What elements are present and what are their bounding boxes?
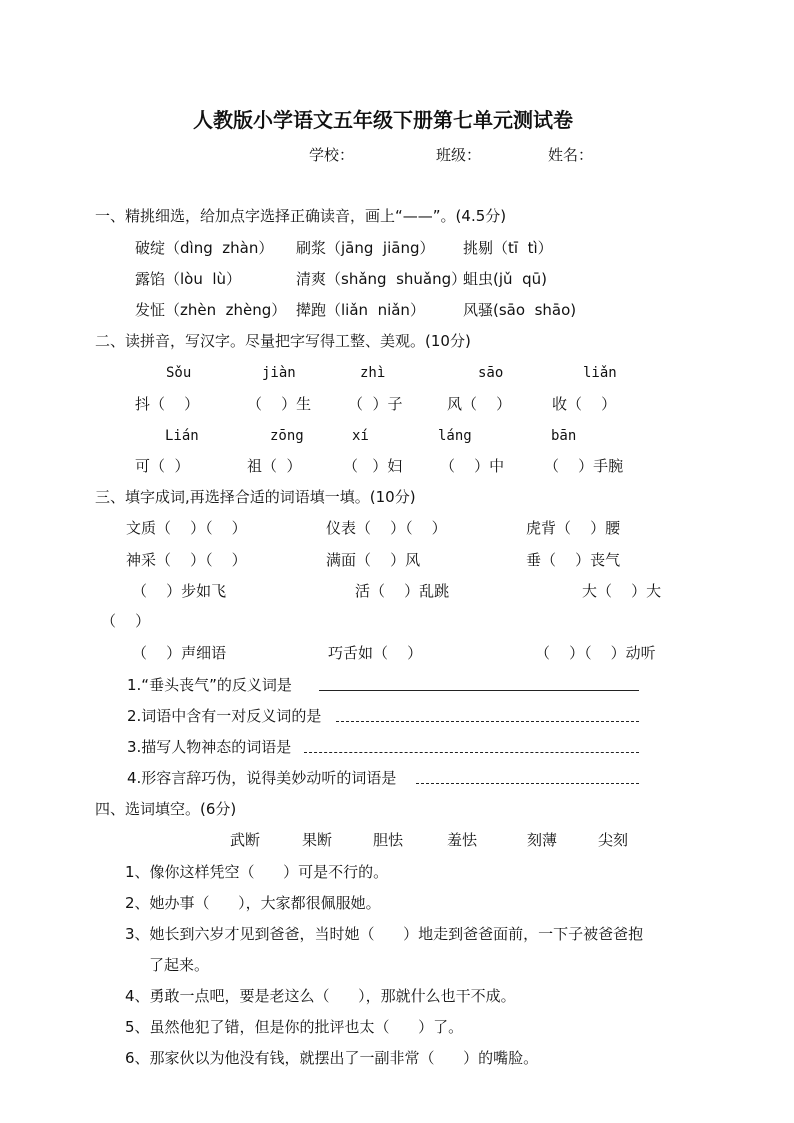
s3-word: （ ）步如飞	[132, 582, 227, 600]
s4-item: 5、虽然他犯了错，但是你的批评也太（ ）了。	[125, 1018, 464, 1036]
page-title: 人教版小学语文五年级下册第七单元测试卷	[193, 108, 573, 132]
s3-word: （ ）（ ）动听	[535, 644, 656, 662]
s3-word: 活（ ）乱跳	[355, 582, 450, 600]
section2-heading: 二、读拼音，写汉字。尽量把字写得工整、美观。(10分)	[95, 332, 471, 350]
school-label: 学校：	[309, 146, 355, 164]
s1-item: 破绽（dìng zhàn）	[135, 239, 274, 257]
s4-item: 3、她长到六岁才见到爸爸，当时她（ ）地走到爸爸面前，一下子被爸爸抱	[125, 925, 644, 943]
s3-word: 满面（ ）风	[326, 551, 421, 569]
word-choice: 尖刻	[598, 831, 629, 849]
word-choice: 胆怯	[373, 831, 404, 849]
s1-item: 蛆虫(jǔ qū)	[463, 270, 547, 288]
char-blank: 祖（ ）	[247, 457, 302, 475]
section1-heading: 一、精挑细选，给加点字选择正确读音，画上“——”。(4.5分)	[95, 207, 507, 225]
word-choice: 羞怯	[447, 831, 478, 849]
word-choice: 武断	[230, 831, 261, 849]
char-blank: 抖（ ）	[135, 395, 200, 413]
s1-item: 挑剔（tī tì）	[463, 239, 553, 257]
s4-item: 了起来。	[149, 956, 210, 974]
s3-word: 垂（ ）丧气	[526, 551, 621, 569]
s3-word: 神采（ ）（ ）	[126, 551, 247, 569]
char-blank: （ ）生	[247, 395, 312, 413]
pinyin: zōng	[270, 428, 304, 444]
s3-word: （ ）	[101, 612, 151, 630]
s3-word: 大（ ）大	[582, 582, 662, 600]
word-choice: 果断	[302, 831, 333, 849]
pinyin: liǎn	[583, 365, 617, 381]
char-blank: 可（ ）	[135, 457, 190, 475]
pinyin: Lián	[165, 428, 199, 444]
char-blank: （ ）中	[440, 457, 505, 475]
s3-word: 仪表（ ）（ ）	[326, 519, 447, 537]
s4-item: 6、那家伙以为他没有钱，就摆出了一副非常（ ）的嘴脸。	[125, 1049, 539, 1067]
s1-item: 风骚(sāo shāo)	[463, 301, 577, 319]
pinyin: sāo	[478, 365, 504, 381]
section3-heading: 三、填字成词,再选择合适的词语填一填。(10分)	[95, 488, 416, 506]
word-choice: 刻薄	[527, 831, 558, 849]
s3-word: 巧舌如（ ）	[328, 644, 423, 662]
s1-item: 发怔（zhèn zhèng）	[135, 301, 287, 319]
s4-item: 1、像你这样凭空（ ）可是不行的。	[125, 863, 389, 881]
s1-item: 刷浆（jāng jiāng）	[296, 239, 435, 257]
section4-heading: 四、选词填空。(6分)	[95, 800, 237, 818]
answer-line	[416, 783, 639, 784]
pinyin: bān	[551, 428, 577, 444]
s4-item: 2、她办事（ ），大家都很佩服她。	[125, 894, 381, 912]
char-blank: （ ）妇	[343, 457, 403, 475]
s3-word: 文质（ ）（ ）	[126, 519, 247, 537]
name-label: 姓名：	[548, 146, 594, 164]
s1-item: 清爽（shǎng shuǎng）	[296, 270, 467, 288]
answer-line	[319, 690, 639, 691]
s4-item: 4、勇敢一点吧，要是老这么（ ），那就什么也干不成。	[125, 987, 516, 1005]
s3-word: 虎背（ ）腰	[526, 519, 621, 537]
char-blank: 收（ ）	[552, 395, 617, 413]
s3-question: 4.形容言辞巧伪，说得美妙动听的词语是	[127, 769, 397, 787]
s3-word: （ ）声细语	[132, 644, 227, 662]
s3-question: 1.“垂头丧气”的反义词是	[127, 676, 292, 694]
char-blank: 风（ ）	[447, 395, 512, 413]
pinyin: jiàn	[262, 365, 296, 381]
s1-item: 撵跑（liǎn niǎn）	[296, 301, 425, 319]
class-label: 班级：	[436, 146, 482, 164]
char-blank: （ ）子	[348, 395, 403, 413]
s3-question: 2.词语中含有一对反义词的是	[127, 707, 322, 725]
pinyin: Sǒu	[166, 365, 192, 381]
s3-question: 3.描写人物神态的词语是	[127, 738, 292, 756]
pinyin: láng	[438, 428, 472, 444]
pinyin: zhì	[360, 365, 386, 381]
char-blank: （ ）手腕	[544, 457, 624, 475]
s1-item: 露馅（lòu lù）	[135, 270, 242, 288]
answer-line	[304, 752, 639, 753]
pinyin: xí	[352, 428, 369, 444]
answer-line	[336, 721, 639, 722]
